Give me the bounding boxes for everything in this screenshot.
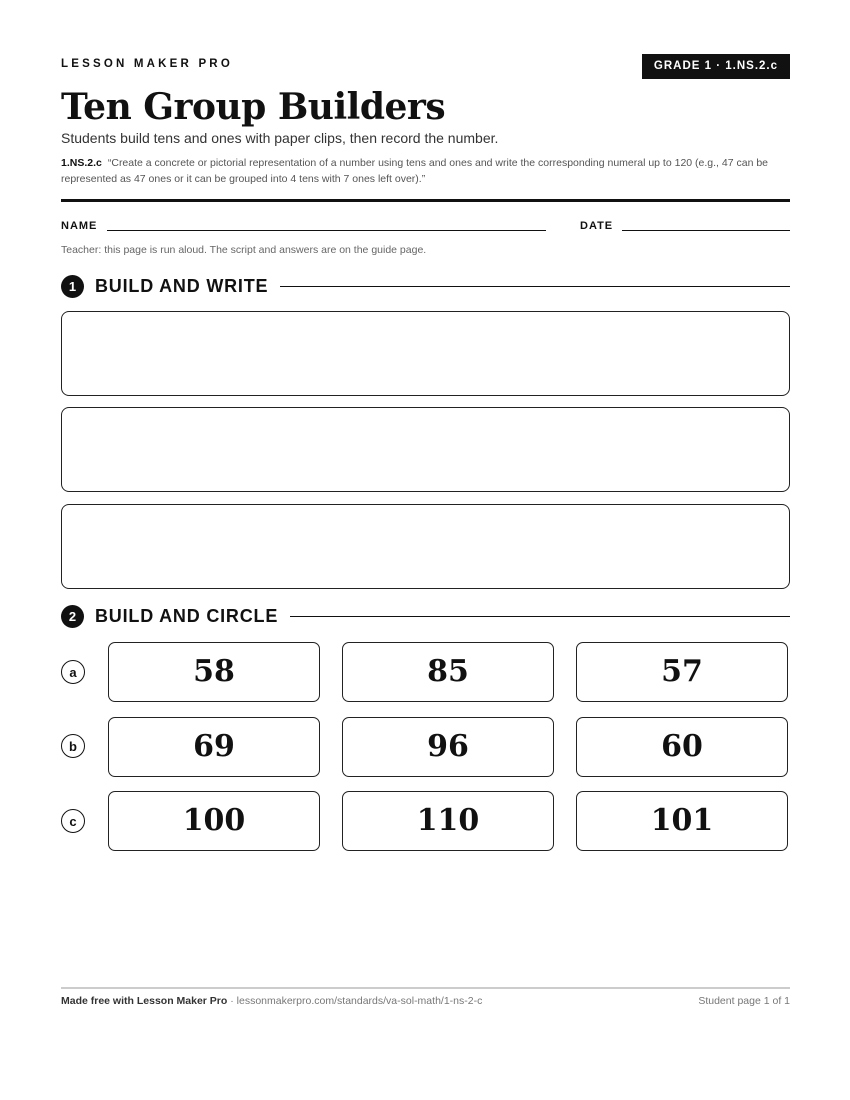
footer-credit	[61, 995, 482, 1007]
section-title: BUILD AND CIRCLE	[95, 605, 290, 628]
footer-made-with: Made free with Lesson Maker Pro	[61, 995, 228, 1007]
number-choice[interactable]: 69	[108, 717, 320, 777]
row-letter-c: c	[61, 809, 85, 833]
section-number-badge: 1	[61, 275, 84, 298]
number-choice[interactable]: 57	[576, 642, 788, 702]
header-divider	[61, 199, 790, 202]
name-label: NAME	[61, 220, 98, 232]
date-field[interactable]	[622, 230, 790, 231]
section-number-badge: 2	[61, 605, 84, 628]
footer-url-link[interactable]: lessonmakerpro.com/standards/va-sol-math/1-ns-2-c	[236, 995, 483, 1007]
page-title: Ten Group Builders	[61, 86, 446, 128]
name-field[interactable]	[107, 230, 546, 231]
standard-description	[61, 155, 790, 187]
section-build-and-circle	[61, 605, 790, 629]
number-choice[interactable]: 110	[342, 791, 554, 851]
number-choice[interactable]: 101	[576, 791, 788, 851]
page-subtitle: Students build tens and ones with paper clips, then record the number.	[61, 130, 499, 146]
number-choice[interactable]: 58	[108, 642, 320, 702]
grade-badge: GRADE 1 · 1.NS.2.c	[642, 54, 790, 79]
answer-box-3[interactable]	[61, 504, 790, 589]
brand-name: LESSON MAKER PRO	[61, 58, 233, 70]
row-letter-a: a	[61, 660, 85, 684]
footer-page-label: Student page 1 of 1	[698, 995, 790, 1007]
number-choice[interactable]: 96	[342, 717, 554, 777]
answer-box-2[interactable]	[61, 407, 790, 492]
name-date-row	[61, 220, 790, 236]
number-choice[interactable]: 60	[576, 717, 788, 777]
standard-code: 1.NS.2.c	[61, 157, 102, 169]
date-label: DATE	[580, 220, 614, 232]
section-title: BUILD AND WRITE	[95, 275, 280, 298]
teacher-note: Teacher: this page is run aloud. The script and answers are on the guide page.	[61, 244, 427, 256]
row-letter-b: b	[61, 734, 85, 758]
section-build-and-write	[61, 275, 790, 299]
number-choice[interactable]: 85	[342, 642, 554, 702]
footer-separator: ·	[227, 995, 237, 1007]
answer-box-1[interactable]	[61, 311, 790, 396]
standard-text: “Create a concrete or pictorial representation of a number using tens and ones and write the corresponding numeral up to 120 (e.g., 47 can be represented as 47 ones or it can be grouped into 4 tens with 7 ones left over).”	[61, 157, 769, 185]
footer-divider	[61, 987, 790, 989]
number-choice[interactable]: 100	[108, 791, 320, 851]
